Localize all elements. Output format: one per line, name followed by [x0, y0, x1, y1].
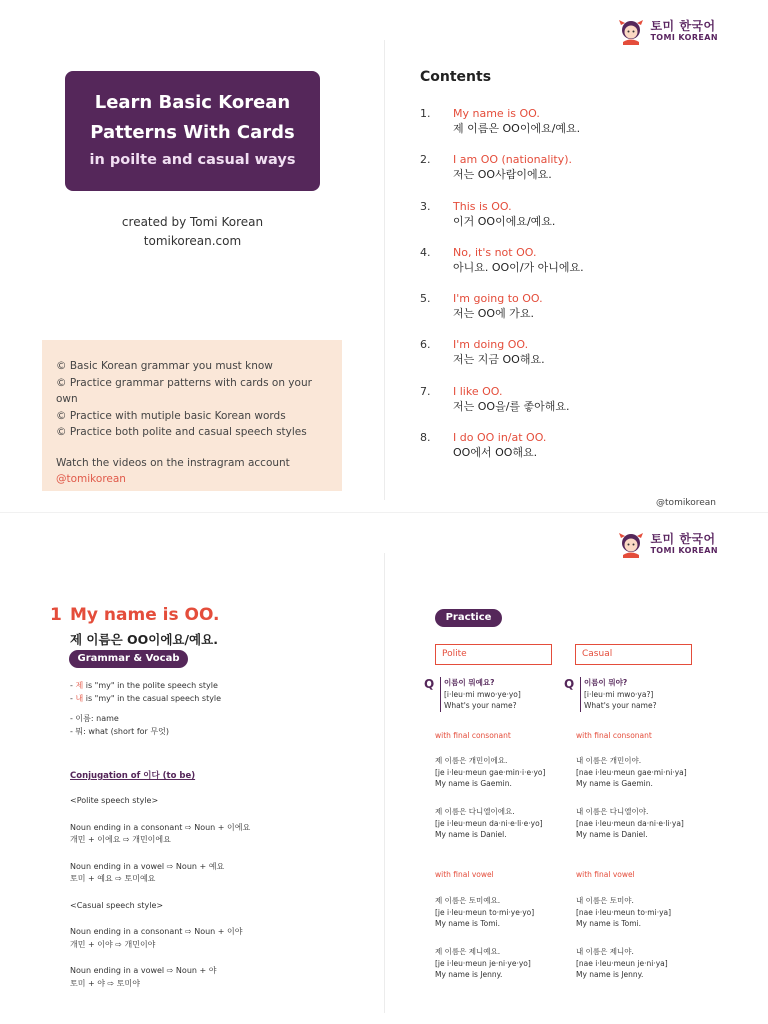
- toc-ko: 이거 OO이에요/예요.: [453, 214, 556, 228]
- watch-text: Watch the videos on the instragram account: [56, 456, 290, 469]
- credit: [65, 213, 320, 251]
- toc-ko: 저는 OO사람이에요.: [453, 168, 552, 182]
- polite-example: 제 이름은 제니예요. [je i·leu·meun je·ni·ye·yo] My name is Jenny.: [435, 947, 531, 979]
- note-line: - 제 is "my" in the polite speech style: [70, 681, 218, 690]
- instagram-handle-link[interactable]: @tomikorean: [56, 473, 126, 485]
- title-subtitle: in poilte and casual ways: [89, 152, 296, 168]
- vocab-line: - 뭐: what (short for 무엇): [70, 727, 169, 736]
- casual-column-header: Casual: [575, 644, 692, 665]
- toc-num: 3.: [420, 199, 431, 213]
- conjugation-heading: Conjugation of 이다 (to be): [70, 771, 196, 781]
- page-divider: [384, 553, 385, 1013]
- rule-line: Noun ending in a consonant ⇨ Noun + 이야: [70, 927, 243, 936]
- lesson-title-ko: 제 이름은 OO이에요/예요.: [70, 632, 218, 647]
- toc-en: I'm doing OO.: [453, 338, 529, 352]
- info-box: [42, 340, 342, 491]
- toc-item[interactable]: [420, 152, 740, 198]
- lesson-number: 1: [50, 605, 62, 625]
- tomi-mascot-icon: [616, 530, 646, 558]
- toc-ko: OO에서 OO해요.: [453, 446, 538, 460]
- section-final-consonant: with final consonant: [435, 731, 511, 740]
- toc-item[interactable]: [420, 199, 740, 245]
- section-final-vowel: with final vowel: [435, 870, 494, 879]
- lesson-page: 토미 한국어 TOMI KOREAN 1 My name is OO. 제 이름은 OO이에요/예요. Grammar & Vocab - 제 is "my" in the polite speech style - 내 is "my" in the casual speech style - 이름: name - 뭐: what (short for 무엇) Conjugation of 이다 (to be) <Polite speech style> Noun ending in a consonant ⇨ Noun + 이에요 개민 + 이에요 ⇨ 개민이에요 Noun ending in a vowel ⇨ Noun + 예요 토미 + 예요 ⇨ 토미예요 <Casual speech style> Noun ending in a consonant ⇨ Noun + 이야 개민 + 이야 ⇨ 개민이야 Noun ending in a vowel ⇨ Noun + 야 토미 + 야 ⇨ 토미야 Practice Polite Casual Q 이름이 뭐예요? [i·leu·mi mwo·ye·yo] What's your name? Q 이름이 뭐야? [i·leu·mi mwo·ya?] What's your name? with final consonant with final consonant 제 이름은 개민이에요. [je i·leu·meun gae·min·i·e·yo] My name is Gaemin. 제 이름은 다니엘이에요. [je i·leu·meun da·ni·e·li·e·yo] My name is Daniel. 내 이름은 개민이야. [nae i·leu·meun gae·mi·ni·ya] My name is Gaemin. 내 이름은 다니엘이야. [nae i·leu·meun da·ni·e·li·ya] My name is Daniel. with final vowel with final vowel 제 이름은 토미예요. [je i·leu·meun to·mi·ye·yo] My name is Tomi. 제 이름은 제니예요. [je i·leu·meun je·ni·ye·yo] My name is Jenny. 내 이름은 토미야. [nae i·leu·meun to·mi·ya] My name is Tomi. 내 이름은 제니야. [nae i·leu·meun je·ni·ya] My name is Jenny.: [0, 512, 768, 1024]
- toc-item[interactable]: [420, 245, 740, 291]
- title-line-2: Patterns With Cards: [90, 122, 295, 143]
- toc-ko: 저는 OO을/를 좋아해요.: [453, 399, 570, 413]
- casual-style-head: <Casual speech style>: [70, 900, 164, 910]
- toc-ko: 제 이름은 OO이에요/예요.: [453, 122, 581, 135]
- toc-en: I like OO.: [453, 384, 503, 398]
- brand-ko: 토미 한국어: [650, 532, 716, 546]
- polite-example: 제 이름은 토미예요. [je i·leu·meun to·mi·ye·yo] My name is Tomi.: [435, 896, 535, 928]
- polite-example: 제 이름은 다니엘이에요. [je i·leu·meun da·ni·e·li·e·yo] My name is Daniel.: [435, 807, 543, 839]
- info-bullet: © Basic Korean grammar you must know: [56, 360, 273, 372]
- toc-item[interactable]: [420, 384, 740, 430]
- casual-example: 내 이름은 토미야. [nae i·leu·meun to·mi·ya] My name is Tomi.: [576, 896, 672, 928]
- credit-website[interactable]: tomikorean.com: [143, 234, 242, 248]
- polite-column-header: Polite: [435, 644, 552, 665]
- toc-item[interactable]: [420, 430, 740, 476]
- section-final-consonant: with final consonant: [576, 731, 652, 740]
- page-divider: [384, 40, 385, 500]
- toc-num: 1.: [420, 107, 431, 120]
- conjugation-notes: [70, 795, 370, 990]
- grammar-notes: [70, 679, 370, 738]
- lesson-title: My name is OO.: [70, 605, 220, 625]
- brand-en: TOMI KOREAN: [650, 33, 718, 42]
- polite-example: 제 이름은 개민이에요. [je i·leu·meun gae·min·i·e·yo] My name is Gaemin.: [435, 756, 546, 788]
- contents-title: Contents: [420, 69, 492, 85]
- rule-line: Noun ending in a vowel ⇨ Noun + 예요: [70, 861, 225, 871]
- toc-num: 4.: [420, 245, 431, 259]
- grammar-vocab-label: Grammar & Vocab: [69, 650, 188, 668]
- info-bullet: © Practice grammar patterns with cards on your own: [56, 376, 312, 405]
- toc-en: My name is OO.: [453, 107, 540, 120]
- title-card: [65, 71, 320, 191]
- rule-line: Noun ending in a vowel ⇨ Noun + 야: [70, 966, 217, 975]
- brand-en: TOMI KOREAN: [650, 546, 718, 555]
- toc-en: I'm going to OO.: [453, 292, 543, 306]
- highlight-word: 제: [75, 681, 84, 690]
- casual-example: 내 이름은 다니엘이야. [nae i·leu·meun da·ni·e·li·ya] My name is Daniel.: [576, 807, 684, 839]
- credit-author: created by Tomi Korean: [121, 215, 264, 229]
- section-final-vowel: with final vowel: [576, 870, 635, 879]
- toc-num: 7.: [420, 384, 431, 398]
- toc-ko: 아니요. OO이/가 아니에요.: [453, 260, 584, 274]
- toc-item[interactable]: [420, 106, 740, 152]
- table-of-contents: [420, 106, 740, 476]
- brand-logo: [616, 17, 718, 45]
- footer-handle[interactable]: @tomikorean: [656, 498, 716, 508]
- vocab-line: - 이름: name: [70, 714, 119, 723]
- note-line: - 내 is "my" in the casual speech style: [70, 694, 222, 703]
- example-line: 개민 + 이야 ⇨ 개민이야: [70, 939, 156, 949]
- highlight-word: 내: [75, 694, 84, 703]
- casual-example: 내 이름은 개민이야. [nae i·leu·meun gae·mi·ni·ya] My name is Gaemin.: [576, 756, 687, 788]
- toc-en: I do OO in/at OO.: [453, 431, 547, 445]
- example-line: 토미 + 예요 ⇨ 토미예요: [70, 874, 156, 883]
- toc-en: This is OO.: [453, 199, 512, 213]
- toc-num: 5.: [420, 292, 431, 306]
- tomi-mascot-icon: [616, 17, 646, 45]
- toc-ko: 저는 OO에 가요.: [453, 307, 534, 321]
- toc-item[interactable]: [420, 337, 740, 383]
- polite-style-head: <Polite speech style>: [70, 796, 159, 805]
- practice-label: Practice: [435, 609, 502, 627]
- toc-num: 6.: [420, 338, 431, 352]
- brand-ko: 토미 한국어: [650, 19, 716, 33]
- title-line-1: Learn Basic Korean: [94, 92, 291, 113]
- toc-en: I am OO (nationality).: [453, 153, 573, 167]
- toc-num: 8.: [420, 431, 431, 445]
- info-bullet: © Practice with mutiple basic Korean words: [56, 409, 286, 422]
- casual-example: 내 이름은 제니야. [nae i·leu·meun je·ni·ya] My name is Jenny.: [576, 947, 668, 979]
- toc-ko: 저는 지금 OO해요.: [453, 353, 545, 367]
- toc-item[interactable]: [420, 291, 740, 337]
- info-bullet: © Practice both polite and casual speech styles: [56, 426, 307, 438]
- question-mark-icon: Q: [564, 677, 575, 691]
- toc-num: 2.: [420, 153, 431, 167]
- question-mark-icon: Q: [424, 677, 435, 691]
- example-line: 토미 + 야 ⇨ 토미야: [70, 978, 140, 988]
- toc-en: No, it's not OO.: [453, 245, 537, 259]
- rule-line: Noun ending in a consonant ⇨ Noun + 이에요: [70, 822, 251, 832]
- example-line: 개민 + 이에요 ⇨ 개민이에요: [70, 835, 171, 844]
- brand-logo: [616, 530, 718, 558]
